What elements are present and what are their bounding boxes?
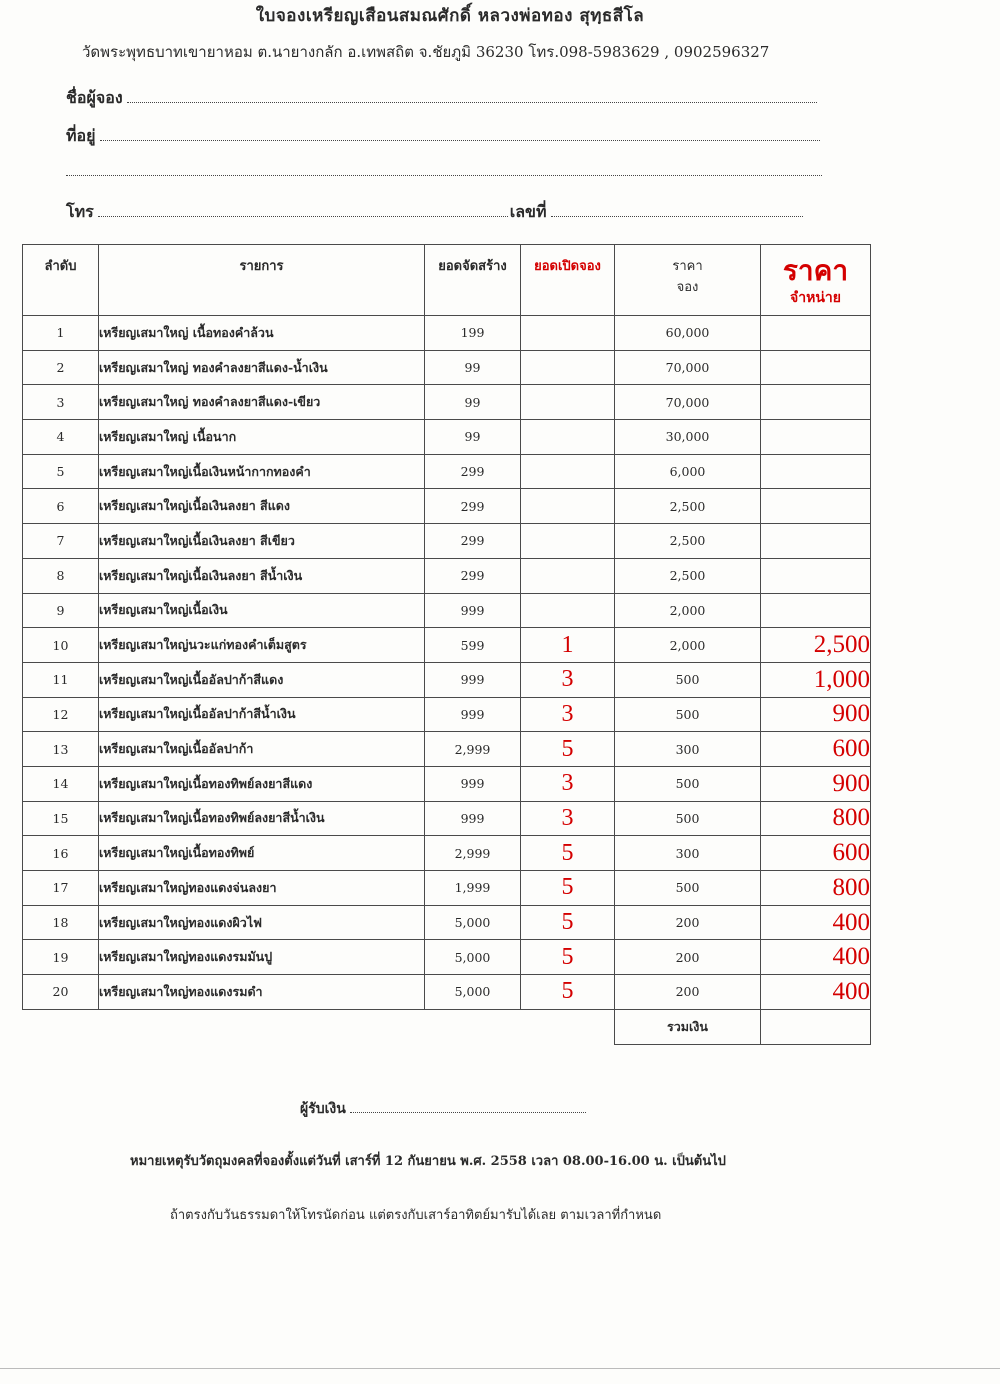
row-sale[interactable]: 900 [761,766,871,801]
row-open[interactable] [521,350,615,385]
table-body [23,316,871,1010]
page-bottom-rule [0,1368,1000,1369]
row-item: เหรียญเสมาใหญ่เนื้อทองทิพย์ [99,836,425,871]
row-quantity: 999 [425,697,521,732]
row-item: เหรียญเสมาใหญ่ ทองคำลงยาสีแดง-เขียว [99,385,425,420]
table-row [23,628,871,663]
address-field[interactable] [66,124,820,149]
row-sale[interactable] [761,385,871,420]
header-open: ยอดเปิดจอง [521,245,615,316]
row-open[interactable]: 3 [521,766,615,801]
row-price: 30,000 [615,420,761,455]
order-table [22,244,871,1045]
row-item: เหรียญเสมาใหญ่เนื้อเงิน [99,593,425,628]
row-item: เหรียญเสมาใหญ่ทองแดงรมมันปู [99,940,425,975]
table-row [23,316,871,351]
table-row [23,524,871,559]
row-price: 2,500 [615,524,761,559]
row-open[interactable] [521,385,615,420]
table-header-row [23,245,871,316]
row-open[interactable] [521,489,615,524]
row-item: เหรียญเสมาใหญ่เนื้อทองทิพย์ลงยาสีแดง [99,766,425,801]
table-row [23,975,871,1010]
row-open[interactable] [521,593,615,628]
table-row [23,454,871,489]
row-item: เหรียญเสมาใหญ่ เนื้อทองคำล้วน [99,316,425,351]
row-sale[interactable]: 600 [761,732,871,767]
row-price: 2,000 [615,593,761,628]
row-number: 20 [23,975,99,1010]
pickup-note: หมายเหตุรับวัตถุมงคลที่จองตั้งแต่วันที่ เสาร์ที่ 12 กันยายน พ.ศ. 2558 เวลา 08.00-16.00 น. เป็นต้นไป [130,1154,726,1169]
row-price: 200 [615,905,761,940]
row-item: เหรียญเสมาใหญ่ทองแดงรมดำ [99,975,425,1010]
table-row [23,385,871,420]
row-number: 14 [23,766,99,801]
receiver-field[interactable] [300,1098,586,1120]
phone-field[interactable] [66,200,803,225]
row-number: 7 [23,524,99,559]
name-field[interactable] [66,86,817,111]
phone-label: โทร [66,202,94,221]
row-item: เหรียญเสมาใหญ่ เนื้อนาก [99,420,425,455]
pickup-note-2: ถ้าตรงกับวันธรรมดาให้โทรนัดก่อน แต่ตรงกับเสาร์อาทิตย์มารับได้เลย ตามเวลาที่กำหนด [170,1208,662,1223]
row-price: 6,000 [615,454,761,489]
row-item: เหรียญเสมาใหญ่เนื้ออัลปาก้าสีแดง [99,662,425,697]
row-price: 2,500 [615,558,761,593]
header-quantity: ยอดจัดสร้าง [425,245,521,316]
row-number: 16 [23,836,99,871]
row-item: เหรียญเสมาใหญ่เนื้อเงินลงยา สีแดง [99,489,425,524]
table-row [23,732,871,767]
table-row [23,766,871,801]
row-quantity: 5,000 [425,975,521,1010]
total-label: รวมเงิน [615,1009,761,1044]
row-sale[interactable] [761,524,871,559]
row-number: 12 [23,697,99,732]
row-sale[interactable]: 400 [761,975,871,1010]
row-item: เหรียญเสมาใหญ่เนื้อเงินหน้ากากทองคำ [99,454,425,489]
row-open[interactable]: 5 [521,871,615,906]
total-value[interactable] [761,1009,871,1044]
address-input-line[interactable] [100,139,820,141]
row-quantity: 99 [425,420,521,455]
row-item: เหรียญเสมาใหญ่เนื้ออัลปาก้า [99,732,425,767]
row-quantity: 1,999 [425,871,521,906]
row-open[interactable]: 5 [521,975,615,1010]
number-input-line[interactable] [551,215,803,217]
row-price: 300 [615,732,761,767]
header-sale-line2: จำหน่าย [790,290,841,306]
row-sale[interactable]: 600 [761,836,871,871]
total-row [23,1009,871,1044]
row-sale[interactable]: 400 [761,940,871,975]
table-row [23,905,871,940]
row-item: เหรียญเสมาใหญ่เนื้อเงินลงยา สีเขียว [99,524,425,559]
temple-address: วัดพระพุทธบาทเขายาหอม ต.นายางกลัก อ.เทพสถิต จ.ชัยภูมิ 36230 โทร.098-5983629 , 0902596327 [82,43,770,61]
table-row [23,489,871,524]
receiver-label: ผู้รับเงิน [300,1101,346,1117]
row-quantity: 5,000 [425,905,521,940]
row-number: 4 [23,420,99,455]
row-number: 11 [23,662,99,697]
row-sale[interactable] [761,316,871,351]
row-item: เหรียญเสมาใหญ่เนื้อเงินลงยา สีน้ำเงิน [99,558,425,593]
row-sale[interactable] [761,489,871,524]
row-quantity: 2,999 [425,732,521,767]
row-price: 500 [615,871,761,906]
row-sale[interactable] [761,350,871,385]
row-open[interactable] [521,524,615,559]
row-price: 500 [615,801,761,836]
header-price-line1: ราคา [672,259,703,274]
row-sale[interactable]: 400 [761,905,871,940]
row-number: 9 [23,593,99,628]
row-quantity: 299 [425,489,521,524]
row-price: 2,000 [615,628,761,663]
row-price: 500 [615,662,761,697]
row-open[interactable] [521,316,615,351]
row-quantity: 299 [425,524,521,559]
row-price: 70,000 [615,385,761,420]
table-row [23,871,871,906]
row-quantity: 999 [425,662,521,697]
row-number: 3 [23,385,99,420]
row-open[interactable]: 3 [521,697,615,732]
row-quantity: 199 [425,316,521,351]
table-row [23,593,871,628]
row-number: 19 [23,940,99,975]
row-open[interactable] [521,454,615,489]
table-row [23,350,871,385]
row-quantity: 299 [425,558,521,593]
header-price [615,245,761,316]
row-sale[interactable]: 900 [761,697,871,732]
row-price: 200 [615,975,761,1010]
header-sale [761,245,871,316]
row-open[interactable]: 5 [521,836,615,871]
row-open[interactable]: 5 [521,940,615,975]
row-price: 60,000 [615,316,761,351]
row-sale[interactable]: 800 [761,871,871,906]
row-open[interactable]: 3 [521,801,615,836]
row-sale[interactable] [761,454,871,489]
row-number: 17 [23,871,99,906]
table-row [23,558,871,593]
table-row [23,420,871,455]
table-row [23,662,871,697]
row-sale[interactable] [761,593,871,628]
address-input-line-2[interactable] [66,175,822,176]
row-price: 2,500 [615,489,761,524]
row-open[interactable]: 5 [521,905,615,940]
row-item: เหรียญเสมาใหญ่เนื้ออัลปาก้าสีน้ำเงิน [99,697,425,732]
header-item: รายการ [99,245,425,316]
table-row [23,940,871,975]
row-open[interactable] [521,558,615,593]
row-open[interactable] [521,420,615,455]
row-quantity: 299 [425,454,521,489]
receiver-input-line[interactable] [350,1112,586,1113]
row-quantity: 99 [425,350,521,385]
header-order: ลำดับ [23,245,99,316]
row-quantity: 2,999 [425,836,521,871]
row-sale[interactable] [761,420,871,455]
row-open[interactable]: 1 [521,628,615,663]
row-number: 5 [23,454,99,489]
name-input-line[interactable] [127,101,817,103]
table-row [23,801,871,836]
row-item: เหรียญเสมาใหญ่นวะแก่ทองคำเต็มสูตร [99,628,425,663]
table-row [23,697,871,732]
address-label: ที่อยู่ [66,126,96,145]
row-item: เหรียญเสมาใหญ่ ทองคำลงยาสีแดง-น้ำเงิน [99,350,425,385]
table-row [23,836,871,871]
row-number: 15 [23,801,99,836]
row-number: 8 [23,558,99,593]
page-title: ใบจองเหรียญเสือนสมณศักดิ์ หลวงพ่อทอง สุทฺธสีโล [255,6,645,26]
row-quantity: 999 [425,766,521,801]
row-open[interactable]: 5 [521,732,615,767]
number-label: เลขที่ [509,202,547,221]
row-sale[interactable]: 800 [761,801,871,836]
row-price: 500 [615,697,761,732]
row-number: 6 [23,489,99,524]
row-price: 300 [615,836,761,871]
row-sale[interactable]: 1,000 [761,662,871,697]
row-quantity: 99 [425,385,521,420]
row-item: เหรียญเสมาใหญ่เนื้อทองทิพย์ลงยาสีน้ำเงิน [99,801,425,836]
row-quantity: 5,000 [425,940,521,975]
row-number: 18 [23,905,99,940]
row-item: เหรียญเสมาใหญ่ทองแดงผิวไฟ [99,905,425,940]
row-open[interactable]: 3 [521,662,615,697]
row-quantity: 999 [425,801,521,836]
row-item: เหรียญเสมาใหญ่ทองแดงจ่นลงยา [99,871,425,906]
row-number: 2 [23,350,99,385]
row-price: 200 [615,940,761,975]
row-quantity: 999 [425,593,521,628]
row-quantity: 599 [425,628,521,663]
header-sale-line1: ราคา [782,254,849,287]
header-price-line2: จอง [676,280,699,295]
phone-input-line[interactable] [98,215,508,217]
row-price: 500 [615,766,761,801]
row-price: 70,000 [615,350,761,385]
row-number: 13 [23,732,99,767]
row-sale[interactable]: 2,500 [761,628,871,663]
row-sale[interactable] [761,558,871,593]
row-number: 10 [23,628,99,663]
name-label: ชื่อผู้จอง [66,88,123,107]
row-number: 1 [23,316,99,351]
